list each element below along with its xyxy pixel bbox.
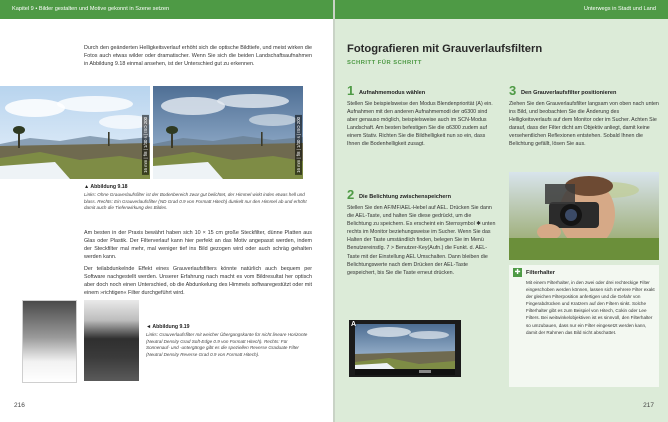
step-1-title: Aufnahmemodus wählen	[359, 90, 426, 96]
soft-edge-filter-photo	[22, 300, 77, 383]
figure-9-18-title: ▲ Abbildung 9.18	[84, 184, 128, 190]
left-paragraph-2: Am besten in der Praxis bewährt haben sich 10 × 15 cm große Steckfilter, dünne Platten aus Glas oder Plastik. Der Filterverlauf kann hier perfekt an das Motiv angepasst werden, indem der Steckfilter mal mehr, mal weniger tief ins Bild gezogen wird oder auch schräg gehalten werden kann.	[84, 230, 312, 261]
right-page	[335, 0, 668, 422]
landscape-photo-without-filter-image	[0, 86, 150, 179]
figure-9-18-title-text: Abbildung 9.18	[90, 184, 128, 190]
photo1-exif-label: 16 mm | f/8 | 1/30 s | ISO 200	[143, 117, 148, 173]
filterhalter-tip-box	[509, 265, 659, 387]
running-head-left-text: Kapitel 9 • Bilder gestalten und Motive gekonnt in Szene setzen	[12, 6, 170, 12]
landscape-photo-with-filter-image	[153, 86, 303, 179]
soft-edge-filter-image	[23, 301, 76, 382]
landscape-photo-with-filter	[153, 86, 303, 179]
step-2-title: Die Belichtung zwischenspeichern	[359, 194, 452, 200]
section-title: Fotografieren mit Grauverlaufsfiltern	[347, 43, 543, 55]
camera-monitor-screenshot	[349, 320, 461, 377]
section-subtitle: SCHRITT FÜR SCHRITT	[347, 60, 422, 66]
step-1-number: 1	[347, 83, 355, 98]
figure-9-19-title: ◄ Abbildung 9.19	[146, 324, 190, 330]
left-paragraph-3: Der teilabdunkelnde Effekt eines Grauverlaufsfilters könnte natürlich auch bequem per Software nachgestellt werden. Unserer Erfahrung nach macht es vom Bildresultat her optisch aber doch noch einen Unterschied, ob die Abdunkelung des Himmels softwaregestützt oder mit einem »richtigen« Filter durchgeführt wird.	[84, 266, 312, 297]
running-head-left	[0, 0, 333, 19]
page-number-left: 216	[14, 402, 25, 409]
tip-title: Filterhalter	[526, 270, 555, 276]
plus-icon: ✚	[514, 269, 521, 276]
photo2-exif-label: 16 mm | f/8 | 1/30 s | ISO 200	[296, 117, 301, 173]
reverse-grad-filter-image	[84, 300, 139, 381]
step-3-title: Den Grauverlaufsfilter positionieren	[521, 90, 617, 96]
landscape-photo-without-filter	[0, 86, 150, 179]
step-3-text: Ziehen Sie den Grauverlaufsfilter langsam von oben nach unten ins Bild, und beobachten Sie die Änderung des Helligkeitsverlaufs auf dem Monitor oder im Sucher. Achten Sie darauf, dass der Filter dicht am Objektiv anliegt, damit keine versehentlichen Reflexionen entstehen. Sobald Ihnen die Belichtung gefällt, lösen Sie aus.	[509, 101, 659, 148]
photographer-photo	[509, 172, 659, 260]
screen-marker-a: A	[351, 321, 357, 328]
reverse-grad-filter-photo	[84, 300, 139, 381]
camera-monitor-image	[349, 320, 461, 377]
step-1-text: Stellen Sie beispielsweise den Modus Blendenpriorität (A) ein. Aufnahmen mit den anderen Aufnahmemodi der α6300 sind aber genauso möglich, beispielsweise auch im SCN-Modus Landschaft. Am besten befestigen Sie die α6300 zudem auf einem Stativ. Richten Sie die Bildhelligkeit nun so ein, dass Ihnen die Bodenhelligkeit zusagt.	[347, 101, 493, 148]
tip-text: Mit einem Filterhalter, in den zwei oder drei rechteckige Filter eingeschoben werden können, lassen sich mehrere Filter exakt der gleichen Filterposition anfertigen und die Gefahr von Fingerabdrücken und Kratzern auf den Filtern sinkt. Solche Filterhalter gibt es zum Beispiel von Hitech, Cokin oder Lee Filters. Bei weitwinkelobjektiven ist es sinnvoll, den Filterhalter so umzubauen, dass nur ein Filter eingesetzt werden kann, damit der Rahmen das Bild nicht abschattet.	[526, 280, 655, 335]
figure-9-19-title-text: Abbildung 9.19	[152, 324, 190, 330]
step-3-number: 3	[509, 83, 517, 98]
step-2-number: 2	[347, 187, 355, 202]
left-page	[0, 0, 333, 422]
step-2-text: Stellen Sie den AF/MF/AEL-Hebel auf AEL. Drücken Sie dann die AEL-Taste, und halten Sie diese gedrückt, um die Belichtung zu speichern. Es erscheint ein Sternsymbol ✱ unten rechts im Monitor beziehungsweise im Sucher. Wenn Sie das Halten der Taste umständlich finden, belegen Sie im Menü Benutzereinstlg. 7 > Benutzer-Key(Aufn.) die Funkt. d. AEL-Taste mit der Einstellung AEL Umschalten. Dann bleiben die Belichtungswerte nach dem Drücken der AEL-Taste gespeichert, bis Sie die Taste erneut drücken.	[347, 205, 496, 276]
figure-9-19-caption: Links: Grauverlaufsfilter mit weicher Übergangskante für nicht lineare Horizonte (Neutral Density Grad Soft-Edge 0.9 von Formatt Hitech). Rechts: Für Sonnenauf- und -untergänge gibt es die speziellen Reverse Graduate Filter (Neutral Density Reverse Grad 0.9 von Formatt Hitech).	[146, 332, 308, 357]
left-paragraph-1: Durch den geänderten Helligkeitsverlauf erhöht sich die optische Bildtiefe, und meist wirken die Fotos auch etwas wilder oder dramatischer. Wenn Sie sich die beiden Landschaftsaufnahmen in Abbildung 9.18 einmal ansehen, ist der Unterschied gut zu erkennen.	[84, 45, 312, 68]
figure-9-18-caption: Links: Ohne Grauverlaufsfilter ist der Bodenbereich zwar gut belichtet, der Himmel wirkt indes etwas hell und blass. Rechts: Ein Grauverlaufsfilter (ND Grad 0.9 von Formatt Hitech) dunkelt nur den Himmel ab und erhöht damit auch die Tiefenwirkung des Bildes.	[84, 192, 307, 211]
photographer-image	[509, 172, 659, 260]
running-head-right	[335, 0, 668, 19]
page-number-right: 217	[643, 402, 654, 409]
running-head-right-text: Unterwegs in Stadt und Land	[583, 6, 656, 12]
